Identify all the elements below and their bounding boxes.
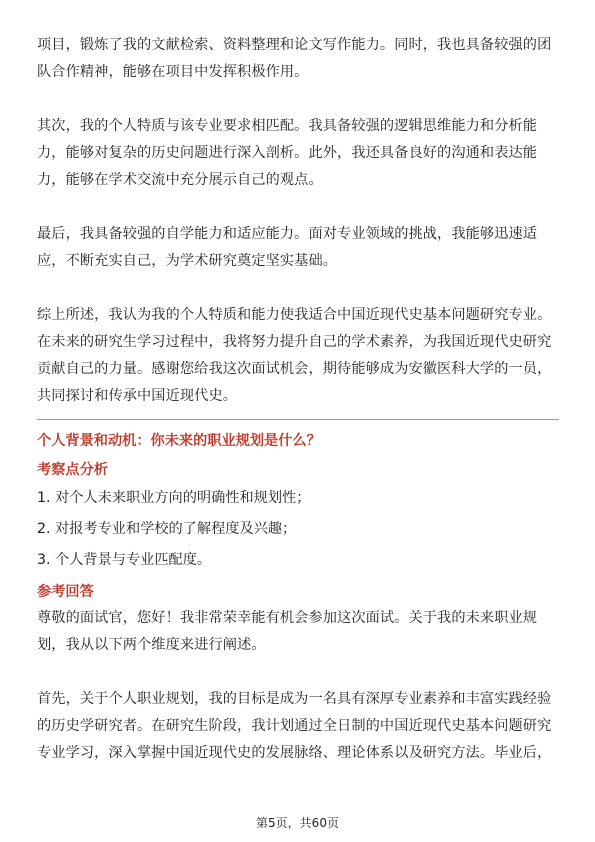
- document-page: [37, 32, 559, 767]
- page-number: 第5页，共60页: [256, 816, 339, 830]
- question-heading: 个人背景和动机：你未来的职业规划是什么？: [37, 433, 321, 449]
- list-item: 2. 对报考专业和学校的了解程度及兴趣；: [37, 521, 297, 537]
- analysis-title: 考察点分析: [37, 462, 108, 478]
- section-divider: [37, 419, 559, 420]
- answer-paragraph-career: 首先，关于个人职业规划，我的目标是成为一名具有深厚专业素养和丰富实践经验 的历史学研究者。在研究生阶段，我计划通过全日制的中国近现代史基本问题研究 专业学习，深入掌握中国近现代史的发展脉络、理论体系以及研究方法。毕业后，: [37, 691, 552, 761]
- list-item: 3. 个人背景与专业匹配度。: [37, 552, 212, 568]
- answer-title: 参考回答: [37, 584, 94, 600]
- paragraph-self-learning: 最后，我具备较强的自学能力和适应能力。面对专业领域的挑战，我能够迅速适 应，不断充实自己，为学术研究奠定坚实基础。: [37, 226, 538, 269]
- paragraph-conclusion: 综上所述，我认为我的个人特质和能力使我适合中国近现代史基本问题研究专业。 在未来的研究生学习过程中，我将努力提升自己的学术素养，为我国近现代史研究 贡献自己的力量。感谢您给我这次面试机会，期待能够成为安徽医科大学的一员， 共同探讨和传承中国近现代史。: [37, 307, 552, 404]
- answer-paragraph-intro: 尊敬的面试官，您好！我非常荣幸能有机会参加这次面试。关于我的未来职业规 划，我从以下两个维度来进行阐述。: [37, 610, 538, 653]
- paragraph-traits: 其次，我的个人特质与该专业要求相匹配。我具备较强的逻辑思维能力和分析能 力，能够对复杂的历史问题进行深入剖析。此外，我还具备良好的沟通和表达能 力，能够在学术交流中充分展示自己的观点。: [37, 118, 538, 188]
- list-item: 1. 对个人未来职业方向的明确性和规划性；: [37, 490, 311, 506]
- paragraph-project: 项目，锻炼了我的文献检索、资料整理和论文写作能力。同时，我也具备较强的团 队合作精神，能够在项目中发挥积极作用。: [37, 37, 552, 80]
- analysis-list: [37, 485, 559, 573]
